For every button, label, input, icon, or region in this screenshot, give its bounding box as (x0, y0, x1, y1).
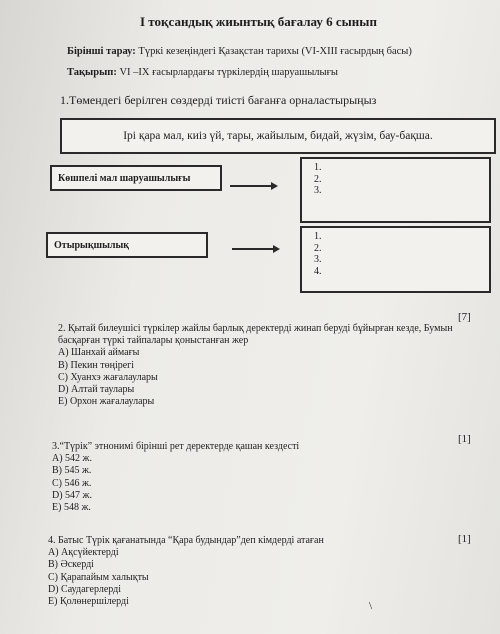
task3-stem: 3.“Түрік” этнонимі бірінші рет деректерде қашан кездесті (52, 441, 300, 452)
section-line (67, 46, 412, 57)
pen-mark: \ (369, 600, 373, 612)
arrow-right-icon (232, 248, 278, 250)
option-b[interactable]: В) Әскерді (48, 559, 94, 571)
section-label: Бірінші тарау: (67, 46, 136, 57)
answer-slot: 2. (314, 242, 322, 254)
arrow-right-icon (230, 185, 276, 187)
task3-question (52, 441, 462, 514)
option-a[interactable]: А) Ақсүйектерді (48, 547, 119, 559)
answer-slot: 3. (314, 254, 322, 265)
topic-value: VI –IX ғасырлардағы түркілердің шаруашылығы (119, 67, 338, 78)
task4-score: [1] (458, 533, 471, 545)
answer-box-nomadic[interactable] (300, 157, 491, 223)
task2-stem: 2. Қытай билеушісі түркілер жайлы барлық деректерді жинап беруді бұйырған кезде, Бумын басқарған түркі тайпалары қоныстанған жер (58, 323, 453, 347)
option-e[interactable]: Е) 548 ж. (52, 502, 91, 514)
category-label-sedentary: Отырықшылық (54, 239, 130, 251)
page-title: I тоқсандық жиынтық бағалау 6 сынып (140, 14, 377, 29)
task4-stem: 4. Батыс Түрік қағанатында “Қара будындар”деп кімдерді атаған (48, 535, 324, 546)
category-box-nomadic (50, 165, 222, 191)
category-label-nomadic: Көшпелі мал шаруашылығы (58, 172, 191, 184)
task1-instruction: 1.Төмендегі берілген сөздерді тиісті бағанға орналастырыңыз (60, 93, 377, 107)
option-a[interactable]: А) Шанхай аймағы (58, 347, 140, 359)
option-c[interactable]: С) 546 ж. (52, 477, 92, 489)
task4-question (48, 535, 458, 608)
option-d[interactable]: D) 547 ж. (52, 489, 92, 501)
option-d[interactable]: D) Саудагерлерді (48, 583, 121, 595)
answer-slot: 2. (314, 173, 322, 185)
answer-slot: 3. (314, 185, 322, 196)
task2-question (58, 323, 468, 408)
option-a[interactable]: А) 542 ж. (52, 453, 92, 465)
answer-slot: 1. (314, 162, 322, 173)
word-bank-text: Ірі қара мал, киіз үй, тары, жайылым, бидай, жүзім, бау-бақша. (123, 130, 433, 142)
answer-slot: 1. (314, 231, 322, 242)
option-c[interactable]: С) Хуанхэ жағалаулары (58, 371, 158, 383)
option-b[interactable]: В) 545 ж. (52, 465, 92, 477)
category-box-sedentary (46, 232, 208, 258)
task1-score: [7] (458, 311, 471, 323)
option-e[interactable]: Е) Қолөнершілерді (48, 596, 129, 608)
topic-line (67, 67, 338, 78)
answer-box-sedentary[interactable] (300, 226, 491, 293)
task3-score: [1] (458, 433, 471, 445)
option-e[interactable]: Е) Орхон жағалаулары (58, 396, 155, 408)
option-b[interactable]: В) Пекин төңірегі (58, 359, 135, 371)
topic-label: Тақырып: (67, 67, 117, 78)
section-value: Түркі кезеңіндегі Қазақстан тарихы (VI-XIII ғасырдың басы) (138, 46, 412, 57)
option-c[interactable]: С) Қарапайым халықты (48, 571, 149, 583)
answer-slot: 4. (314, 265, 322, 277)
word-bank-box (60, 118, 496, 154)
option-d[interactable]: D) Алтай таулары (58, 384, 135, 396)
